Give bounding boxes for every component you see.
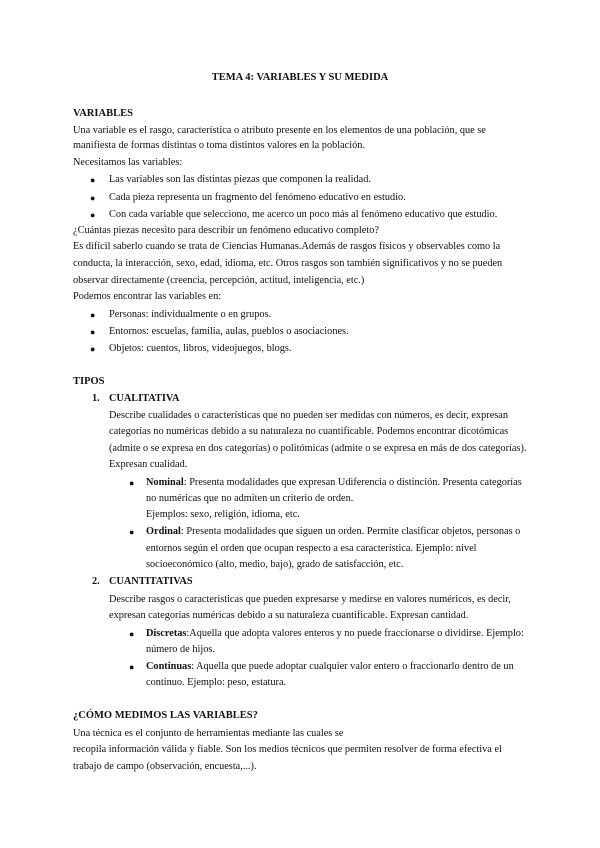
list-item-continuas: [146, 660, 514, 674]
paragraph-line: ¿Cuántas piezas necesito para describir un fenómeno educativo completo?: [73, 225, 379, 236]
page-title: TEMA 4: VARIABLES Y SU MEDIDA: [211, 72, 389, 83]
paragraph-line: Necesitamos las variables:: [73, 157, 183, 168]
term-text: : Presenta modalidades que expresan Udiferencia o distinción. Presenta categorías: [183, 477, 522, 488]
term-label: Discretas: [146, 628, 187, 639]
paragraph-line: Describe cualidades o características que no pueden ser medidas con números, es decir, expresan: [109, 410, 508, 421]
paragraph-line: no numéricas que no admiten un criterio de orden.: [146, 493, 354, 504]
paragraph-line: Describe rasgos o características que pueden expresarse y medirse en valores numéricos, es decir,: [109, 594, 511, 605]
list-item: Entornos: escuelas, familia, aulas, pueblos o asociaciones.: [109, 326, 349, 337]
list-item-ordinal: [146, 525, 520, 539]
paragraph-line: manifiesta de formas distintas o toma distintos valores en la población.: [73, 140, 365, 151]
bullet-icon: ●: [90, 193, 96, 203]
bullet-icon: ●: [90, 175, 96, 185]
list-item: Personas: individualmente o en grupos.: [109, 309, 272, 320]
paragraph-line: observar directamente (creencia, percepción, actitud, inteligencia, etc.): [73, 275, 365, 286]
bullet-icon: ●: [90, 344, 96, 354]
list-item: Cada pieza representa un fragmento del fenómeno educativo en estudio.: [109, 192, 406, 203]
paragraph-line: Podemos encontrar las variables en:: [73, 291, 222, 302]
list-number: 1.: [92, 393, 100, 404]
paragraph-line: Expresan cualidad.: [109, 459, 188, 470]
bullet-icon: ●: [129, 629, 135, 639]
subsection-title-cuantitativas: CUANTITATIVAS: [109, 576, 193, 587]
bullet-icon: ●: [90, 210, 96, 220]
bullet-icon: ●: [129, 662, 135, 672]
paragraph-line: socioeconómico (alto, medio, bajo), grado de satisfacción, etc.: [146, 559, 404, 570]
paragraph-line: (admite o se expresa en dos categorías) o politómicas (admite o se expresa en más de dos categorías).: [109, 443, 527, 454]
section-heading-tipos: TIPOS: [73, 376, 105, 387]
paragraph-line: conducta, la interacción, sexo, edad, idioma, etc. Otros rasgos son también significativos y no se pueden: [73, 258, 503, 269]
subsection-title-cualitativa: CUALITATIVA: [109, 393, 180, 404]
paragraph-line: expresan categorías numéricas debido a su naturaleza cuantificable. Expresan cantidad.: [109, 610, 469, 621]
bullet-icon: ●: [129, 478, 135, 488]
list-item: Objetos: cuentos, libros, videojuegos, blogs.: [109, 343, 292, 354]
bullet-icon: ●: [90, 327, 96, 337]
paragraph-line: entornos según el orden que ocupan respecto a esa característica. Ejemplo: nivel: [146, 543, 477, 554]
list-item: Con cada variable que selecciono, me acerco un poco más al fenómeno educativo que estudio.: [109, 209, 498, 220]
bullet-icon: ●: [90, 310, 96, 320]
term-text: : Presenta modalidades que siguen un orden. Permite clasificar objetos, personas o: [180, 526, 521, 537]
term-label: Continuas: [146, 661, 192, 672]
paragraph-line: Ejemplos: sexo, religión, idioma, etc.: [146, 509, 300, 520]
term-text: :Aquella que adopta valores enteros y no puede fraccionarse o dividirse. Ejemplo:: [186, 628, 524, 639]
list-item-discretas: [146, 627, 524, 641]
paragraph-line: continuo. Ejemplo: peso, estatura.: [146, 677, 287, 688]
paragraph-line: Una variable es el rasgo, característica o atributo presente en los elementos de una población, que se: [73, 125, 486, 136]
section-heading-variables: VARIABLES: [73, 108, 133, 119]
list-item: Las variables son las distintas piezas que componen la realidad.: [109, 174, 371, 185]
term-text: : Aquella que puede adoptar cualquier valor entero o fraccionarlo dentro de un: [191, 661, 514, 672]
section-heading-medida: ¿CÓMO MEDIMOS LAS VARIABLES?: [73, 710, 258, 721]
term-label: Ordinal: [146, 526, 181, 537]
term-label: Nominal: [146, 477, 184, 488]
list-number: 2.: [92, 576, 100, 587]
list-item-nominal: [146, 476, 522, 490]
paragraph-line: trabajo de campo (observación, encuesta,...).: [73, 761, 257, 772]
paragraph-line: recopila información válida y fiable. Son los medios técnicos que permiten resolver de forma efectiva el: [73, 744, 502, 755]
paragraph-line: categorías no numéricas debido a su naturaleza no cuantificable. Podemos encontrar dicotómicas: [109, 426, 509, 437]
bullet-icon: ●: [129, 527, 135, 537]
paragraph-line: Es difícil saberlo cuando se trata de Ciencias Humanas.Además de rasgos físicos y observables como la: [73, 241, 501, 252]
paragraph-line: número de hijos.: [146, 644, 215, 655]
paragraph-line: Una técnica es el conjunto de herramientas mediante las cuales se: [73, 728, 344, 739]
